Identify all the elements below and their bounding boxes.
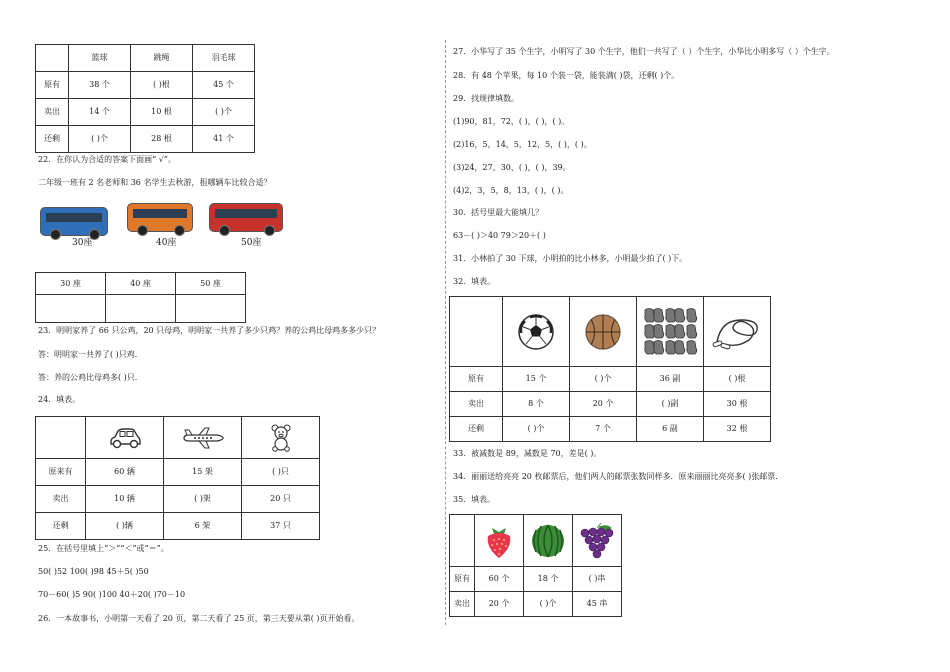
table32-corner	[450, 297, 503, 367]
table35-cell: 60 个	[475, 567, 524, 592]
teddy-bear-icon	[242, 424, 319, 452]
table24-blank-cell[interactable]: ( )架	[164, 486, 242, 513]
q22-prompt: 二年级一班有 2 名老师和 36 名学生去秋游，租哪辆车比较合适？	[38, 178, 272, 187]
gloves-icon	[637, 306, 703, 358]
table1-cell: 10 根	[131, 99, 193, 126]
q29-line1: (1)90，81，72，( )，( )，( )。	[453, 117, 570, 126]
jump-rope-icon	[704, 312, 770, 352]
bus-choice-header-30: 30 座	[36, 273, 106, 295]
q29-line4: (4)2，3，5，8，13，( )，( )。	[453, 186, 569, 195]
table1-row-label: 还剩	[36, 126, 69, 153]
fruit-table	[449, 514, 622, 617]
table32-header-jump-rope	[704, 297, 771, 367]
table32-cell: 6 副	[637, 417, 704, 442]
q24-title: 24．填表。	[38, 395, 81, 404]
bus-40-seat-icon	[127, 203, 193, 232]
grapes-icon	[573, 522, 621, 560]
q22-title: 22．在你认为合适的答案下面画“ √”。	[38, 155, 176, 164]
table35-cell: 45 串	[573, 592, 622, 617]
bus-30-seat-icon	[40, 207, 108, 236]
table32-blank-cell[interactable]: ( )副	[637, 392, 704, 417]
table35-row-label: 原有	[450, 567, 475, 592]
q25-line1: 50( )52 100( )98 45＋5( )50	[38, 567, 149, 576]
table24-header-teddy-bear	[242, 417, 320, 459]
table32-cell: 30 根	[704, 392, 771, 417]
table24-cell: 20 只	[242, 486, 320, 513]
table24-cell: 37 只	[242, 513, 320, 540]
sports-goods-table	[449, 296, 771, 442]
table32-row-label: 原有	[450, 367, 503, 392]
q27-text: 27．小华写了 35 个生字，小明写了 30 个生字，他们一共写了（ ）个生字，小华比小明多写（ ）个生字。	[453, 47, 835, 56]
table32-row-label: 卖出	[450, 392, 503, 417]
table1-header-basketball: 篮球	[69, 45, 131, 72]
bus-30-label: 30座	[72, 238, 93, 248]
q29-line2: (2)16，5，14，5，12，5，( )，( )。	[453, 140, 592, 149]
ball-rope-table	[35, 44, 255, 153]
table32-header-basketball	[570, 297, 637, 367]
q30-line: 63－( )＞40 79＞20＋( )	[453, 231, 546, 240]
table32-cell: 36 副	[637, 367, 704, 392]
q35-title: 35．填表。	[453, 495, 496, 504]
table32-cell: 8 个	[503, 392, 570, 417]
table1-cell: 41 个	[193, 126, 255, 153]
table35-header-strawberry	[475, 515, 524, 567]
table1-cell: 14 个	[69, 99, 131, 126]
table1-header-jump-rope: 跳绳	[131, 45, 193, 72]
q31-text: 31．小林拍了 30 下球，小明拍的比小林多，小明最少拍了( )下。	[453, 254, 688, 263]
bus-choice-header-50: 50 座	[176, 273, 246, 295]
table1-cell: 28 根	[131, 126, 193, 153]
table35-header-grapes	[573, 515, 622, 567]
table24-corner	[36, 417, 86, 459]
q23-answer1: 答：明明家一共养了( )只鸡．	[38, 350, 143, 359]
table1-row-label: 原有	[36, 72, 69, 99]
q25-title: 25．在括号里填上“＞”“＜”或“＝”。	[38, 544, 169, 553]
bus-choice-cell-30[interactable]	[36, 295, 106, 323]
table32-row-label: 还剩	[450, 417, 503, 442]
table35-row-label: 卖出	[450, 592, 475, 617]
airplane-icon	[164, 426, 241, 450]
table1-cell: 45 个	[193, 72, 255, 99]
table35-blank-cell[interactable]: ( )个	[524, 592, 573, 617]
table32-header-gloves	[637, 297, 704, 367]
table24-cell: 10 辆	[86, 486, 164, 513]
table24-blank-cell[interactable]: ( )只	[242, 459, 320, 486]
strawberry-icon	[475, 522, 523, 560]
q26-title: 26．一本故事书，小明第一天看了 20 页，第二天看了 25 页，第三天要从第( )页开始看。	[38, 614, 360, 623]
table32-cell: 20 个	[570, 392, 637, 417]
column-divider	[445, 40, 446, 625]
q32-title: 32．填表。	[453, 277, 496, 286]
bus-choice-table	[35, 272, 246, 323]
q23-answer2: 答：养的公鸡比母鸡多( )只．	[38, 373, 143, 382]
table32-blank-cell[interactable]: ( )个	[503, 417, 570, 442]
table32-cell: 7 个	[570, 417, 637, 442]
table32-blank-cell[interactable]: ( )个	[570, 367, 637, 392]
table35-corner	[450, 515, 475, 567]
soccer-ball-icon	[503, 313, 569, 351]
table32-cell: 15 个	[503, 367, 570, 392]
table24-blank-cell[interactable]: ( )辆	[86, 513, 164, 540]
car-icon	[86, 427, 163, 449]
bus-50-seat-icon	[209, 203, 283, 232]
table35-header-watermelon	[524, 515, 573, 567]
q33-text: 33．被减数是 89，减数是 70，差是( )。	[453, 449, 602, 458]
bus-50-label: 50座	[241, 238, 262, 248]
table1-blank-cell[interactable]: ( )个	[69, 126, 131, 153]
table32-header-soccer-ball	[503, 297, 570, 367]
table1-blank-cell[interactable]: ( )根	[131, 72, 193, 99]
bus-choice-header-40: 40 座	[106, 273, 176, 295]
table32-cell: 32 根	[704, 417, 771, 442]
table1-corner	[36, 45, 69, 72]
table24-row-label: 还剩	[36, 513, 86, 540]
q29-line3: (3)24，27，30，( )，( )，39。	[453, 163, 571, 172]
q25-line2: 70－60( )5 90( )100 40＋20( )70－10	[38, 590, 186, 599]
table35-cell: 20 个	[475, 592, 524, 617]
q30-title: 30．括号里最大能填几？	[453, 208, 544, 217]
bus-40-label: 40座	[156, 238, 177, 248]
table1-row-label: 卖出	[36, 99, 69, 126]
table24-row-label: 卖出	[36, 486, 86, 513]
table24-header-airplane	[164, 417, 242, 459]
table24-row-label: 原来有	[36, 459, 86, 486]
table32-blank-cell[interactable]: ( )根	[704, 367, 771, 392]
table24-cell: 60 辆	[86, 459, 164, 486]
vehicle-toy-table	[35, 416, 320, 540]
table35-cell: 18 个	[524, 567, 573, 592]
table24-header-car	[86, 417, 164, 459]
table24-cell: 15 架	[164, 459, 242, 486]
q34-text: 34．丽丽送给亮亮 20 枚邮票后，他们两人的邮票张数同样多．原来丽丽比亮亮多( )张邮票．	[453, 472, 784, 481]
table1-header-badminton: 羽毛球	[193, 45, 255, 72]
q28-text: 28．有 48 个苹果，每 10 个装一袋，能装满( )袋，还剩( )个。	[453, 71, 680, 80]
q29-title: 29．找规律填数。	[453, 94, 520, 103]
table1-cell: 38 个	[69, 72, 131, 99]
watermelon-icon	[524, 523, 572, 559]
bus-choice-cell-40[interactable]	[106, 295, 176, 323]
q23-title: 23．明明家养了 66 只公鸡，20 只母鸡，明明家一共养了多少只鸡？养的公鸡比母鸡多多少只？	[38, 326, 381, 335]
table1-blank-cell[interactable]: ( )个	[193, 99, 255, 126]
bus-choice-cell-50[interactable]	[176, 295, 246, 323]
table35-blank-cell[interactable]: ( )串	[573, 567, 622, 592]
table24-cell: 6 架	[164, 513, 242, 540]
basketball-icon	[570, 313, 636, 351]
